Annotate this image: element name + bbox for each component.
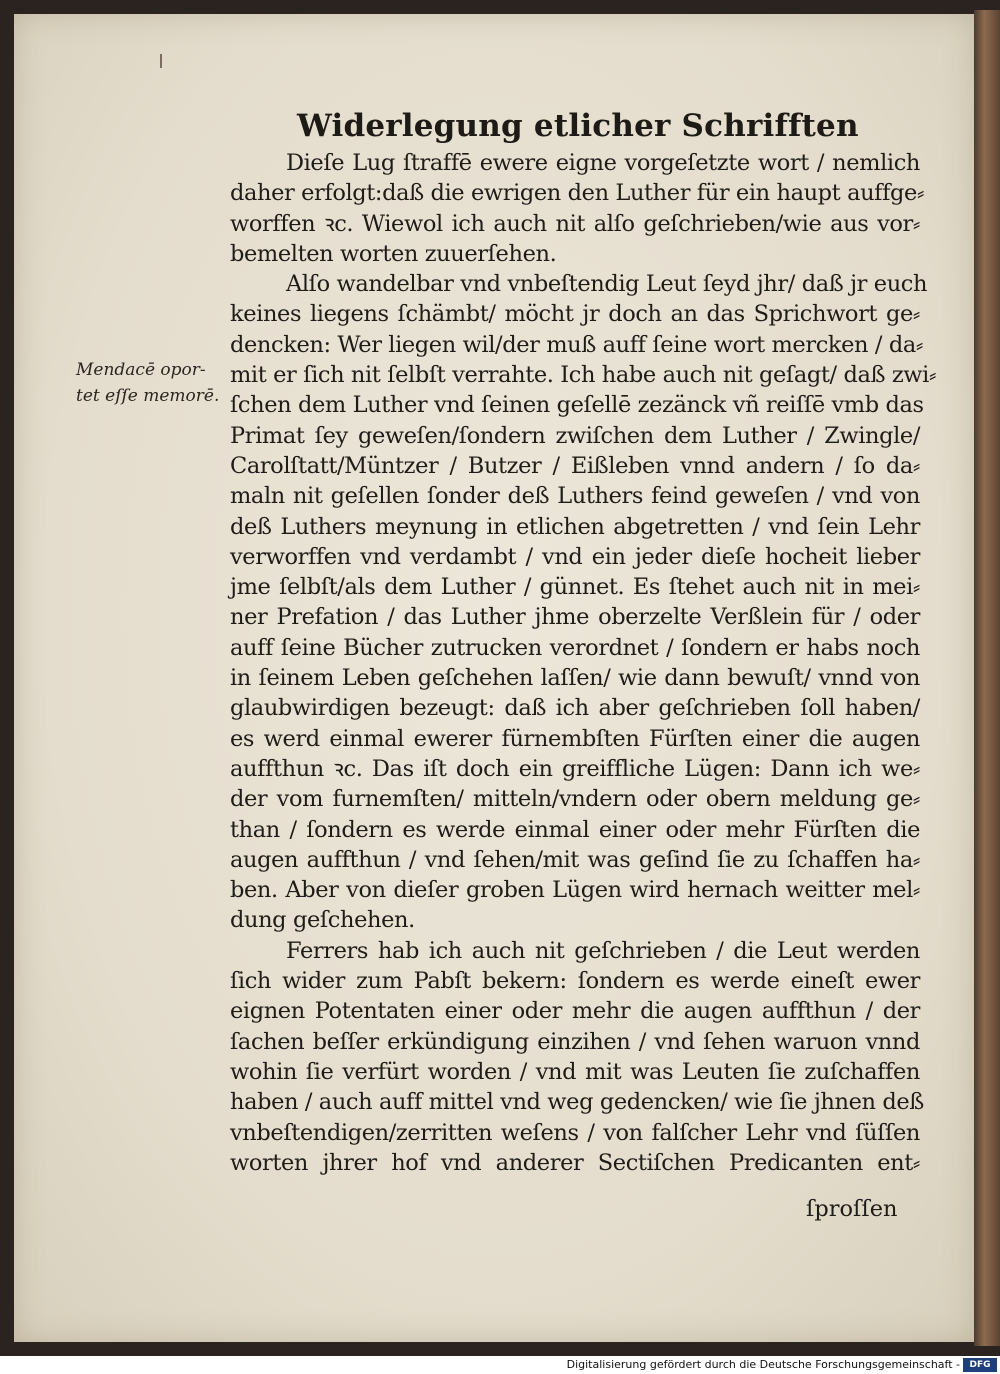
text-line: worffen ꝛc. Wiewol ich auch nit alſo geſchrieben/wie aus vor⸗ (230, 210, 920, 237)
text-line: deß Luthers meynung in etlichen abgetretten / vnd ſein Lehr (230, 513, 920, 540)
text-line: maln nit geſellen ſonder deß Luthers feind geweſen / vnd von (230, 483, 920, 510)
text-line: bemelten worten zuuerſehen. (230, 240, 557, 267)
text-line: auffthun ꝛc. Das iſt doch ein greiffliche Lügen: Dann ich we⸗ (230, 755, 920, 782)
text-line: augen auffthun / vnd ſehen/mit was geſind ſie zu ſchaffen ha⸗ (230, 846, 920, 873)
page-mark (160, 54, 162, 68)
text-line: than / ſondern es werde einmal einer oder mehr Fürſten die (230, 816, 920, 843)
text-line: jme ſelbſt/als dem Luther / günnet. Es ſtehet auch nit in mei⸗ (230, 574, 920, 601)
text-line: worten jhrer hof vnd anderer Sectiſchen Predicanten ent⸗ (230, 1149, 920, 1176)
book-edge (974, 10, 1000, 1346)
text-line: es werd einmal ewerer fürnembſten Fürſten einer die augen (230, 725, 920, 752)
text-line: Primat ſey geweſen/ſondern zwiſchen dem Luther / Zwingle/ (230, 422, 920, 449)
text-line: ſchen dem Luther vnd ſeinen geſellē zezänck vñ reiſſē vmb das (230, 392, 924, 419)
text-line: verworffen vnd verdambt / vnd ein jeder dieſe hocheit lieber (230, 543, 920, 570)
dfg-logo-icon[interactable]: DFG (963, 1358, 997, 1372)
running-head: Widerlegung etlicher Schrifften (297, 108, 859, 144)
text-line: ſich wider zum Pabſt bekern: ſondern es werde eineſt ewer (230, 968, 920, 995)
text-line: mit er ſich nit ſelbſt verrahte. Ich habe auch nit geſagt/ daß zwi⸗ (230, 362, 937, 389)
text-line: dung geſchehen. (230, 907, 415, 934)
text-line: eignen Potentaten einer oder mehr die augen auffthun / der (230, 998, 920, 1025)
text-line: der vom furnemſten/ mitteln/vndern oder obern meldung ge⸗ (230, 786, 920, 813)
text-line: haben / auch auff mittel vnd weg gedencken/ wie ſie jhnen deß (230, 1089, 924, 1116)
text-line: ben. Aber von dieſer groben Lügen wird hernach weitter mel⸗ (230, 877, 920, 904)
marginal-note-line-2: tet eſſe memorē. (76, 386, 220, 406)
text-line: in ſeinem Leben geſchehen laſſen/ wie dann bewuſt/ vnnd von (230, 665, 920, 692)
text-line: ſachen beſſer erkündigung einzihen / vnd ſehen waruon vnnd (230, 1028, 920, 1055)
text-line: vnbeſtendigen/zerritten weſens / von falſcher Lehr vnd ſüſſen (230, 1119, 920, 1146)
text-line: auff ſeine Bücher zutrucken verordnet / ſondern er habs noch (230, 634, 920, 661)
footer-credit: Digitalisierung gefördert durch die Deutsche Forschungsgemeinschaft - (566, 1358, 960, 1371)
text-line: glaubwirdigen bezeugt: daß ich aber geſchrieben ſoll haben/ (230, 695, 920, 722)
footer-bar (0, 1356, 1000, 1374)
text-line: keines liegens ſchämbt/ möcht jr doch an das Sprichwort ge⸗ (230, 301, 920, 328)
text-line: dencken: Wer liegen wil/der muß auff ſeine wort mercken / da⸗ (230, 331, 923, 358)
text-line: daher erfolgt:daß die ewrigen den Luther für ein haupt auffge⸗ (230, 180, 925, 207)
text-line: Alſo wandelbar vnd vnbeſtendig Leut ſeyd jhr/ daß jr euch (286, 271, 928, 298)
marginal-note (76, 357, 226, 409)
text-line: Carolſtatt/Müntzer / Butzer / Eißleben vnnd andern / ſo da⸗ (230, 452, 920, 479)
text-line: Dieſe Lug ſtraffē ewere eigne vorgeſetzte wort / nemlich (286, 150, 920, 176)
marginal-note-line-1: Mendacē opor- (76, 360, 206, 380)
text-line: Ferrers hab ich auch nit geſchrieben / die Leut werden (286, 937, 920, 964)
text-line: ner Prefation / das Luther jhme oberzelte Verßlein für / oder (230, 604, 920, 631)
text-line: wohin ſie verfürt worden / vnd mit was Leuten ſie zuſchaffen (230, 1058, 920, 1085)
body-text (230, 148, 937, 1178)
catchword: ſproſſen (806, 1196, 898, 1222)
